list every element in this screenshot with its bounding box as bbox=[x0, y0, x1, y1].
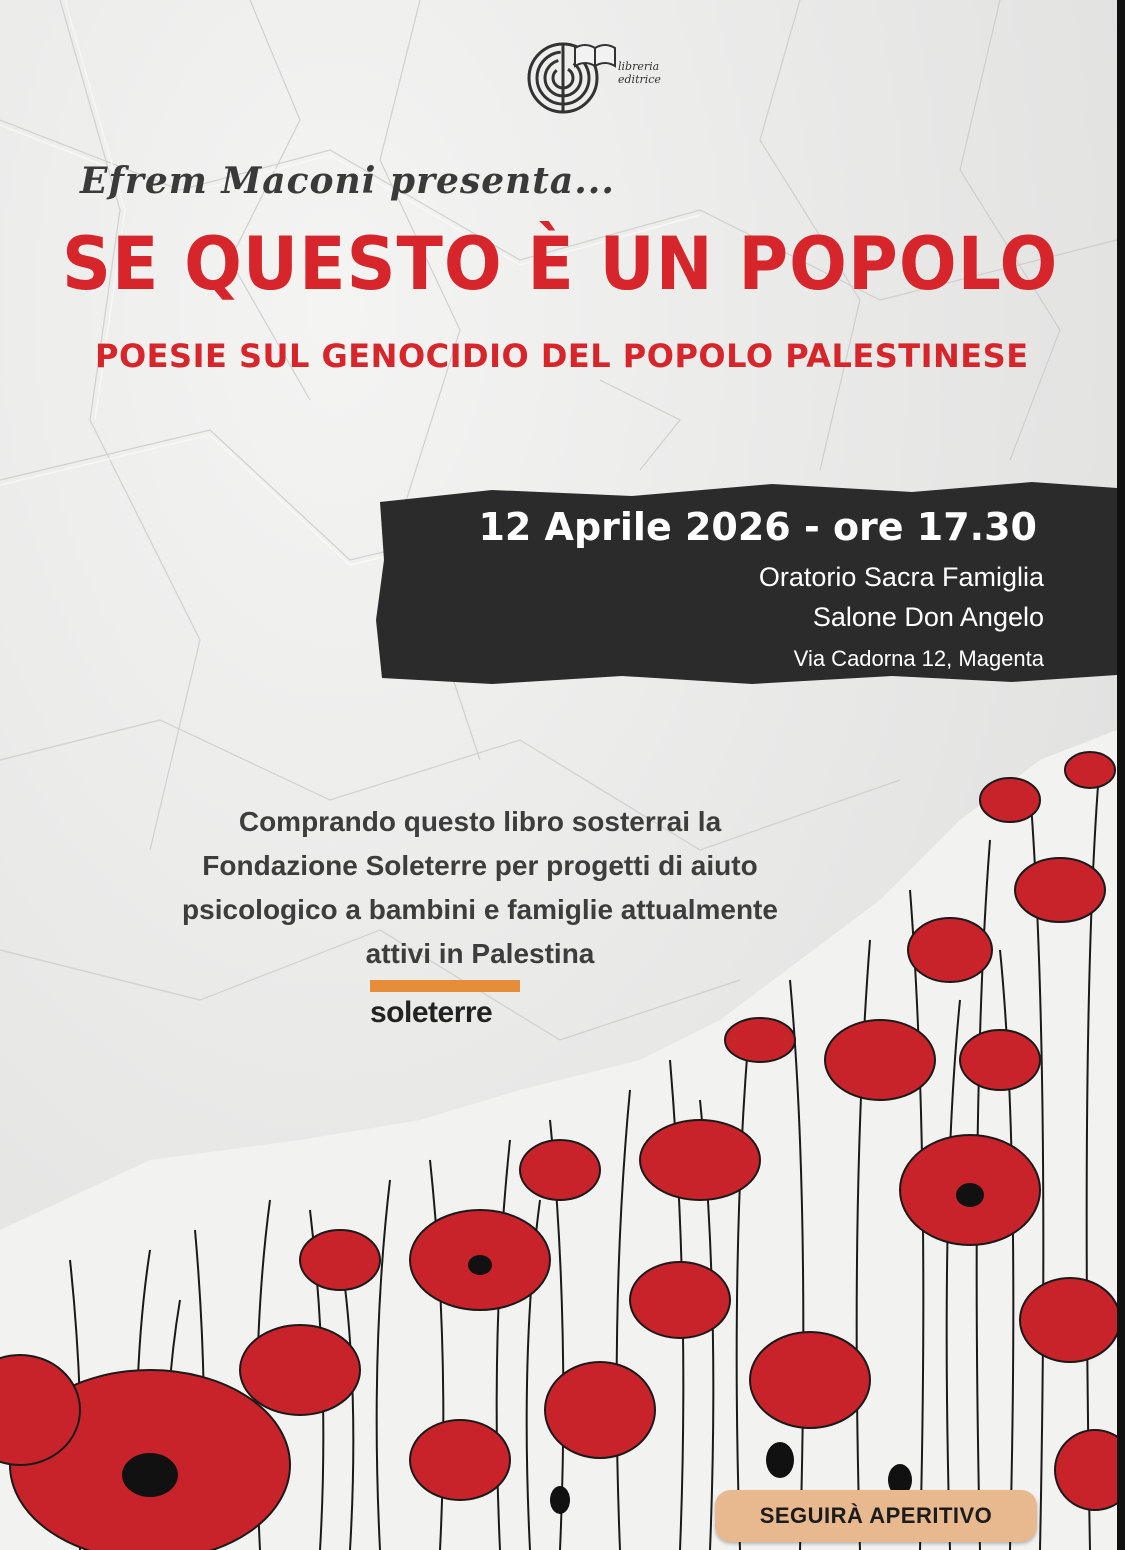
presenter-line: Efrem Maconi presenta... bbox=[80, 160, 615, 202]
support-line: attivi in Palestina bbox=[365, 938, 595, 969]
logo-tagline-libreria: libreria bbox=[618, 60, 660, 73]
support-line: Comprando questo libro sosterrai la bbox=[238, 806, 722, 837]
main-title: SE QUESTO È UN POPOLO bbox=[62, 222, 1059, 308]
soleterre-logo-bar bbox=[370, 980, 520, 992]
support-line: Fondazione Soleterre per progetti di aiuto bbox=[202, 850, 758, 881]
venue-name: Oratorio Sacra Famiglia bbox=[758, 562, 1044, 592]
aperitivo-badge: SEGUIRÀ APERITIVO bbox=[715, 1490, 1037, 1542]
venue-address: Via Cadorna 12, Magenta bbox=[793, 646, 1044, 671]
soleterre-logo: soleterre bbox=[370, 996, 493, 1029]
support-message bbox=[70, 800, 890, 976]
subtitle: POESIE SUL GENOCIDIO DEL POPOLO PALESTINESE bbox=[95, 337, 1029, 375]
venue-hall: Salone Don Angelo bbox=[812, 602, 1044, 632]
support-line: psicologico a bambini e famiglie attualmente bbox=[182, 894, 778, 925]
event-date-time: 12 Aprile 2026 - ore 17.30 bbox=[478, 505, 1037, 549]
logo-tagline-editrice: editrice bbox=[618, 73, 661, 86]
